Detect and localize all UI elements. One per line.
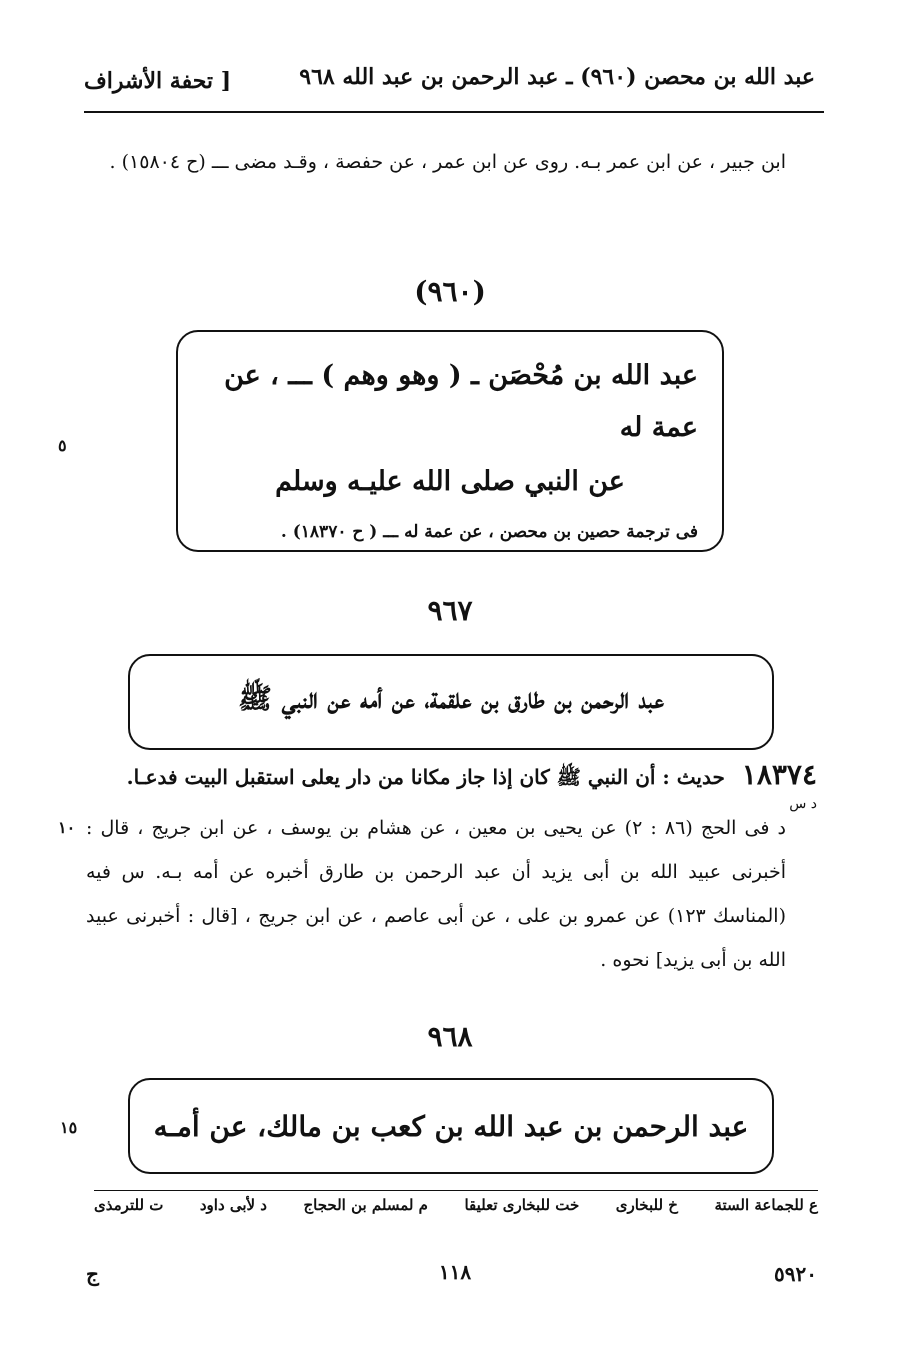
sigla-legend [94,1196,818,1214]
margin-number-5: ٥ [58,436,67,455]
page-code: ٥٩٢٠ [774,1262,817,1286]
legend-item: ت للترمذى [94,1196,164,1214]
entry-box-960 [176,330,724,552]
entry-967-title: عبد الرحمن بن طارق بن علقمة، عن أمه عن النبي ﷺ [238,682,664,715]
running-title: عبد الله بن محصن (٩٦٠) ـ عبد الرحمن بن عبد الله ٩٦٨ [299,64,815,90]
margin-number-10: ١٠ [58,818,76,837]
legend-item: م لمسلم بن الحجاج [303,1196,428,1214]
intro-text: ابن جبير ، عن ابن عمر بـه. روى عن ابن عمر ، عن حفصة ، وقـد مضى ـــ (ح ١٥٨٠٤) . [109,151,786,173]
hadith-sigla: د س [789,796,817,812]
entry-number-968: ٩٦٨ [427,1020,473,1053]
entry-960-line2: عن النبي صلى الله عليـه وسلم [275,466,625,497]
legend-item: ع للجماعة الستة [714,1196,818,1214]
entry-box-968 [128,1078,774,1174]
legend-item: خ للبخارى [615,1196,678,1214]
entry-968-title: عبد الرحمن بن عبد الله بن كعب بن مالك، عن أمـه [153,1109,749,1143]
hadith-text: حديث : أن النبي ﷺ كان إذا جاز مكانا من دار يعلى استقبل البيت فدعـا. [126,765,725,789]
header-rule [84,111,824,113]
margin-number-15: ١٥ [60,1118,78,1137]
entry-box-967 [128,654,774,750]
entry-960-line1: عبد الله بن مُحْصَن ـ ( وهو وهم ) ـــ ، عن عمة له [224,360,698,443]
hadith-takhrij: د فى الحج (٨٦ : ٢) عن يحيى بن معين ، عن هشام بن يوسف ، عن ابن جريج ، قال : أخبرنى عبيد الله بن أبى يزيد أن عبد الرحمن بن طارق أخبره عن أمه بـه. س فيه (المناسك ١٢٣) عن عمرو بن على ، عن أبى عاصم ، عن ابن جريج ، [قال : أخبرنى عبيد الله بن أبى يزيد] نحوه . [86,817,786,971]
hadith-line [77,758,817,794]
book-title: [ تحفة الأشراف [84,68,232,94]
volume-mark: ج [86,1262,99,1286]
page-number: ١١٨ [438,1260,472,1284]
entry-number-960: (٩٦٠) [414,275,486,308]
entry-960-line3: فى ترجمة حصين بن محصن ، عن عمة له ـــ ( ح ١٨٣٧٠) . [280,522,698,542]
footnote-rule [94,1190,818,1191]
entry-number-967: ٩٦٧ [427,594,473,627]
hadith-number: ١٨٣٧٤ [741,758,817,791]
legend-item: خت للبخارى تعليقا [464,1196,580,1214]
legend-item: د لأبى داود [199,1196,267,1214]
